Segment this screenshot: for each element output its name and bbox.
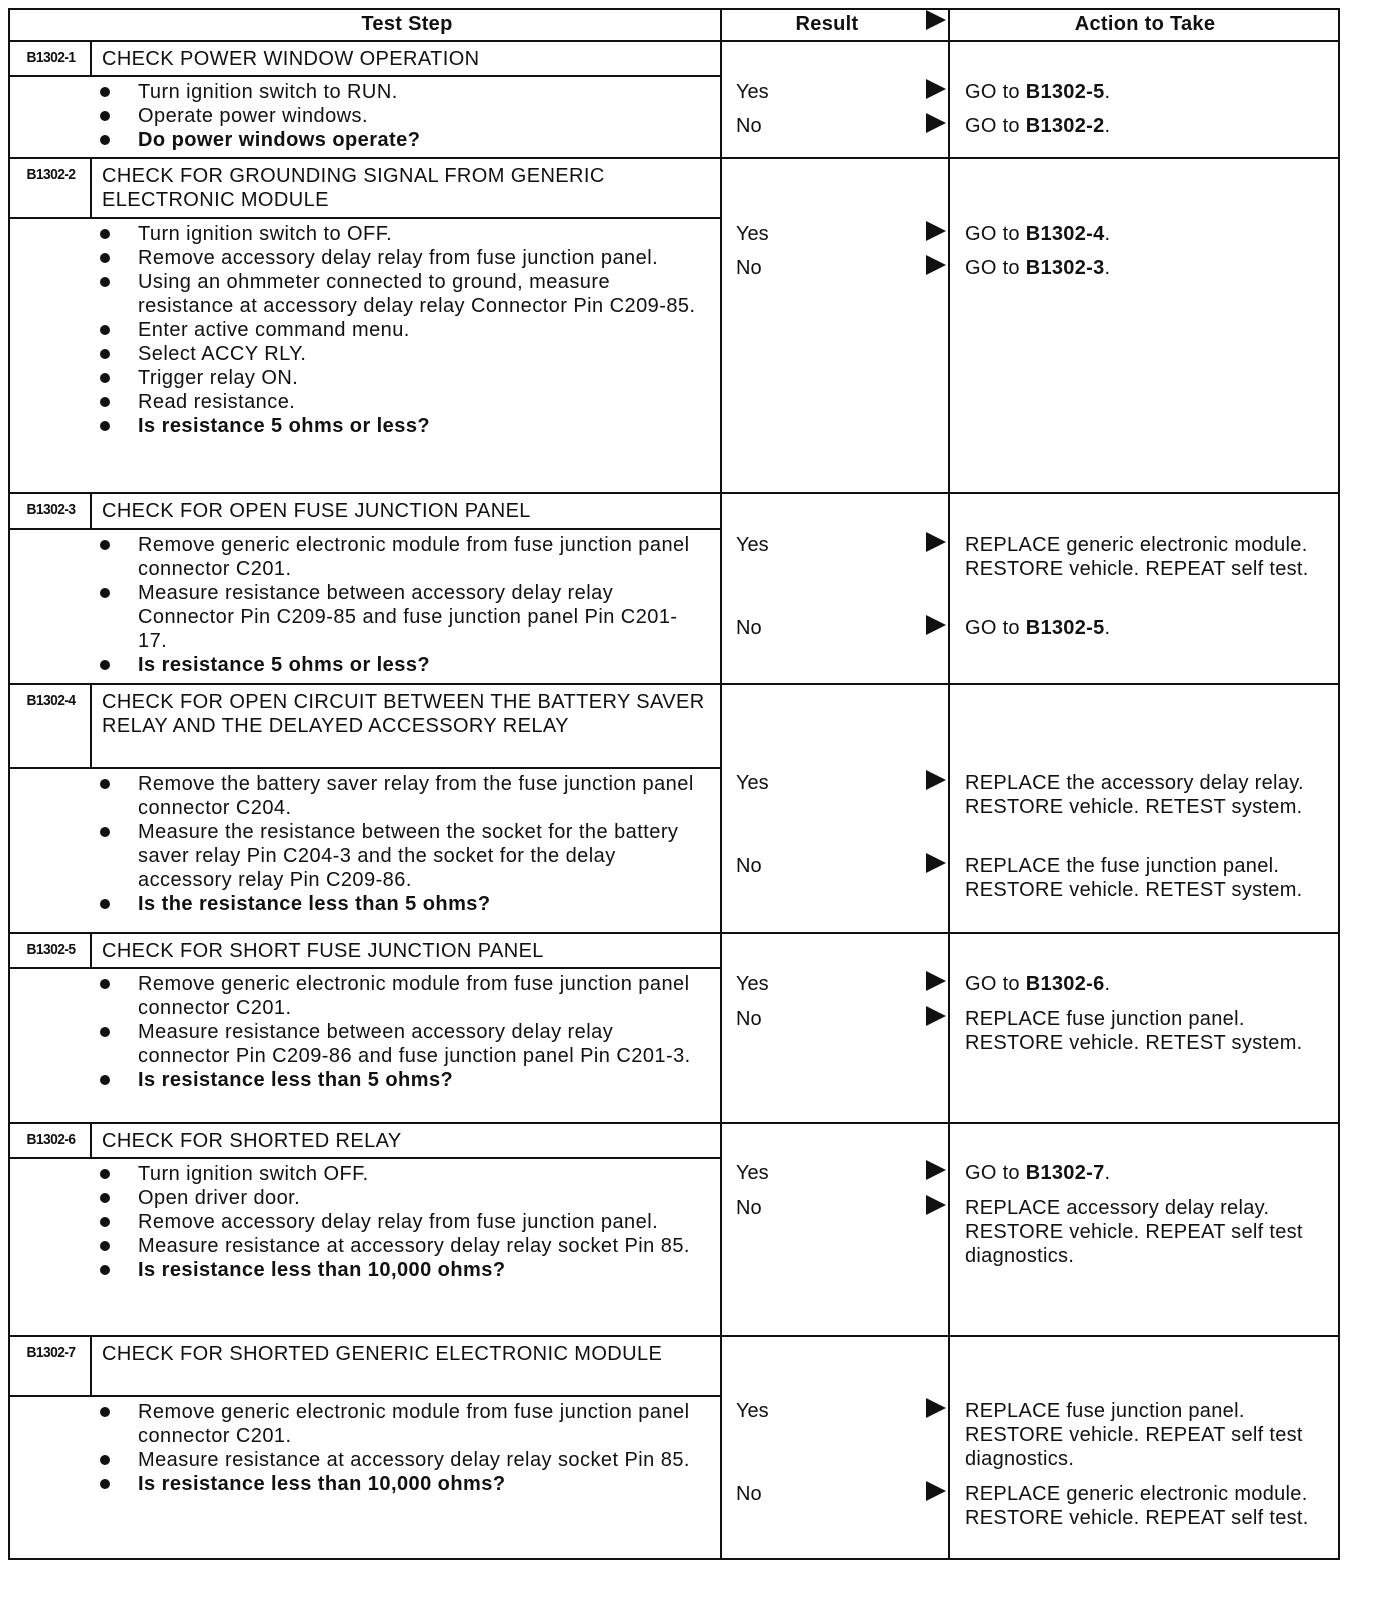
bullet-icon — [100, 421, 110, 431]
bullet-item — [100, 390, 700, 414]
bullet-text: Is resistance 5 ohms or less? — [138, 654, 431, 676]
bullet-text: Read resistance. — [138, 391, 296, 413]
step-id: B1302-4 — [26, 692, 76, 709]
action-text — [965, 1161, 1330, 1185]
step-bullets — [100, 772, 700, 916]
step-title-bottom-border — [8, 1157, 722, 1159]
bullet-icon — [100, 111, 110, 121]
header-test-step: Test Step — [361, 13, 453, 35]
bullet-icon — [100, 899, 110, 909]
action-text — [965, 533, 1330, 581]
bullet-text: Select ACCY RLY. — [138, 343, 307, 365]
bullet-icon — [100, 253, 110, 263]
arrow-right-icon — [926, 255, 946, 275]
step-title: CHECK FOR SHORT FUSE JUNCTION PANEL — [102, 939, 544, 962]
bullet-item — [100, 1472, 700, 1496]
action-part: REPLACE the accessory delay relay. RESTORE vehicle. RETEST system. — [965, 772, 1304, 818]
bullet-icon — [100, 1265, 110, 1275]
step-top-border — [8, 1335, 1340, 1337]
step-top-border — [8, 492, 1340, 494]
bullet-icon — [100, 325, 110, 335]
bullet-icon — [100, 1027, 110, 1037]
arrow-right-icon — [926, 113, 946, 133]
bullet-text: Measure resistance between accessory delay relay Connector Pin C209-85 and fuse junction panel Pin C201-17. — [138, 582, 678, 652]
bullet-icon — [100, 540, 110, 550]
action-text — [965, 616, 1330, 640]
bullet-icon — [100, 229, 110, 239]
action-text — [965, 256, 1330, 280]
step-id: B1302-1 — [26, 49, 76, 66]
bullet-item — [100, 1068, 700, 1092]
action-text — [965, 771, 1330, 819]
bullet-text: Turn ignition switch OFF. — [138, 1163, 369, 1185]
bullet-text: Is resistance less than 5 ohms? — [138, 1069, 454, 1091]
step-title-bottom-border — [8, 967, 722, 969]
bullet-icon — [100, 979, 110, 989]
bullet-icon — [100, 779, 110, 789]
bullet-icon — [100, 349, 110, 359]
step-reference: B1302-5 — [1025, 617, 1105, 639]
bullet-icon — [100, 277, 110, 287]
step-id: B1302-6 — [26, 1131, 76, 1148]
table-left-border — [8, 8, 10, 1560]
step-reference: B1302-2 — [1025, 115, 1105, 137]
bullet-item — [100, 1400, 700, 1448]
result-no: No — [736, 1197, 762, 1219]
step-bullets — [100, 1162, 700, 1282]
action-part: REPLACE the fuse junction panel. RESTORE vehicle. RETEST system. — [965, 855, 1303, 901]
bullet-icon — [100, 1241, 110, 1251]
table-right-border — [1338, 8, 1340, 1560]
action-part: REPLACE fuse junction panel. RESTORE vehicle. RETEST system. — [965, 1008, 1303, 1054]
step-bullets — [100, 1400, 700, 1496]
step-id-divider — [90, 1335, 92, 1395]
bullet-item — [100, 892, 700, 916]
bullet-item — [100, 972, 700, 1020]
bullet-item — [100, 1234, 700, 1258]
bullet-item — [100, 581, 700, 653]
bullet-text: Enter active command menu. — [138, 319, 410, 341]
bullet-item — [100, 414, 700, 438]
result-yes: Yes — [736, 1400, 769, 1422]
arrow-right-icon — [926, 1398, 946, 1418]
bullet-item — [100, 1258, 700, 1282]
bullet-text: Remove generic electronic module from fuse junction panel connector C201. — [138, 1401, 690, 1447]
header-action: Action to Take — [1074, 13, 1216, 35]
bullet-text: Is resistance 5 ohms or less? — [138, 415, 431, 437]
step-top-border — [8, 1122, 1340, 1124]
bullet-item — [100, 318, 700, 342]
arrow-right-icon — [926, 79, 946, 99]
bullet-icon — [100, 827, 110, 837]
bullet-item — [100, 342, 700, 366]
bullet-icon — [100, 1455, 110, 1465]
action-text — [965, 222, 1330, 246]
step-reference: B1302-4 — [1025, 223, 1105, 245]
bullet-text: Measure resistance between accessory delay relay connector Pin C209-86 and fuse junction panel Pin C201-3. — [138, 1021, 691, 1067]
step-top-border — [8, 683, 1340, 685]
action-part: GO to — [965, 115, 1026, 137]
result-no: No — [736, 257, 762, 279]
step-id: B1302-3 — [26, 501, 76, 518]
step-title: CHECK FOR OPEN CIRCUIT BETWEEN THE BATTERY SAVER RELAY AND THE DELAYED ACCESSORY RELAY — [102, 691, 705, 737]
step-reference: B1302-7 — [1025, 1162, 1105, 1184]
action-text — [965, 80, 1330, 104]
bullet-icon — [100, 1407, 110, 1417]
action-text — [965, 114, 1330, 138]
bullet-text: Remove generic electronic module from fuse junction panel connector C201. — [138, 973, 690, 1019]
bullet-text: Remove the battery saver relay from the fuse junction panel connector C204. — [138, 773, 694, 819]
action-part: GO to — [965, 1162, 1026, 1184]
bullet-text: Remove accessory delay relay from fuse junction panel. — [138, 1211, 659, 1233]
step-id: B1302-2 — [26, 166, 76, 183]
bullet-text: Open driver door. — [138, 1187, 301, 1209]
step-reference: B1302-5 — [1025, 81, 1105, 103]
action-part: . — [1104, 1162, 1111, 1184]
bullet-item — [100, 772, 700, 820]
action-part: . — [1104, 617, 1111, 639]
bullet-item — [100, 533, 700, 581]
bullet-icon — [100, 135, 110, 145]
step-title-bottom-border — [8, 528, 722, 530]
bullet-icon — [100, 87, 110, 97]
bullet-text: Turn ignition switch to RUN. — [138, 81, 398, 103]
bullet-item — [100, 1448, 700, 1472]
step-id: B1302-7 — [26, 1344, 76, 1361]
bullet-item — [100, 653, 700, 677]
action-part: REPLACE fuse junction panel. RESTORE vehicle. REPEAT self test diagnostics. — [965, 1400, 1303, 1470]
bullet-item — [100, 128, 700, 152]
action-part: . — [1104, 115, 1111, 137]
bullet-text: Measure resistance at accessory delay relay socket Pin 85. — [138, 1235, 690, 1257]
bullet-text: Remove accessory delay relay from fuse junction panel. — [138, 247, 659, 269]
step-top-border — [8, 932, 1340, 934]
action-part: REPLACE generic electronic module. RESTORE vehicle. REPEAT self test. — [965, 1483, 1309, 1529]
action-part: . — [1104, 973, 1111, 995]
bullet-text: Using an ohmmeter connected to ground, measure resistance at accessory delay relay Connector Pin C209-85. — [138, 271, 696, 317]
bullet-text: Measure resistance at accessory delay relay socket Pin 85. — [138, 1449, 690, 1471]
result-no: No — [736, 855, 762, 877]
result-no: No — [736, 1008, 762, 1030]
action-part: REPLACE generic electronic module. RESTORE vehicle. REPEAT self test. — [965, 534, 1309, 580]
step-title-bottom-border — [8, 75, 722, 77]
bullet-text: Is the resistance less than 5 ohms? — [138, 893, 491, 915]
step-id-divider — [90, 932, 92, 967]
table-bottom-border — [8, 1558, 1340, 1560]
step-reference: B1302-3 — [1025, 257, 1105, 279]
step-title: CHECK POWER WINDOW OPERATION — [102, 47, 480, 70]
bullet-icon — [100, 588, 110, 598]
bullet-text: Measure the resistance between the socket for the battery saver relay Pin C204-3 and the socket for the delay accessory relay Pin C209-86. — [138, 821, 679, 891]
step-title: CHECK FOR SHORTED RELAY — [102, 1129, 402, 1152]
result-column-left-border — [720, 8, 722, 1560]
action-text — [965, 1399, 1330, 1471]
action-text — [965, 854, 1330, 902]
bullet-icon — [100, 1193, 110, 1203]
bullet-item — [100, 246, 700, 270]
step-reference: B1302-6 — [1025, 973, 1105, 995]
bullet-text: Is resistance less than 10,000 ohms? — [138, 1473, 506, 1495]
action-part: GO to — [965, 973, 1026, 995]
bullet-icon — [100, 1217, 110, 1227]
result-yes: Yes — [736, 223, 769, 245]
bullet-item — [100, 1162, 700, 1186]
step-top-border — [8, 40, 1340, 42]
action-part: REPLACE accessory delay relay. RESTORE vehicle. REPEAT self test diagnostics. — [965, 1197, 1303, 1267]
bullet-item — [100, 820, 700, 892]
arrow-right-icon — [926, 770, 946, 790]
arrow-right-icon — [926, 1006, 946, 1026]
step-bullets — [100, 972, 700, 1092]
bullet-item — [100, 1020, 700, 1068]
bullet-text: Remove generic electronic module from fuse junction panel connector C201. — [138, 534, 690, 580]
step-title: CHECK FOR SHORTED GENERIC ELECTRONIC MODULE — [102, 1343, 663, 1365]
bullet-item — [100, 1186, 700, 1210]
step-id-divider — [90, 492, 92, 528]
action-part: GO to — [965, 257, 1026, 279]
bullet-item — [100, 104, 700, 128]
bullet-item — [100, 1210, 700, 1234]
arrow-right-icon — [926, 1481, 946, 1501]
result-yes: Yes — [736, 772, 769, 794]
header-arrow-icon — [926, 10, 946, 30]
result-yes: Yes — [736, 973, 769, 995]
bullet-item — [100, 270, 700, 318]
step-title-bottom-border — [8, 217, 722, 219]
step-title: CHECK FOR OPEN FUSE JUNCTION PANEL — [102, 500, 531, 522]
bullet-icon — [100, 1169, 110, 1179]
action-part: GO to — [965, 81, 1026, 103]
bullet-item — [100, 80, 700, 104]
step-title-bottom-border — [8, 1395, 722, 1397]
bullet-icon — [100, 373, 110, 383]
action-text — [965, 1196, 1330, 1268]
bullet-icon — [100, 660, 110, 670]
bullet-text: Operate power windows. — [138, 105, 369, 127]
step-bullets — [100, 533, 700, 677]
arrow-right-icon — [926, 615, 946, 635]
arrow-right-icon — [926, 971, 946, 991]
result-yes: Yes — [736, 81, 769, 103]
bullet-icon — [100, 1075, 110, 1085]
arrow-right-icon — [926, 1160, 946, 1180]
bullet-item — [100, 366, 700, 390]
arrow-right-icon — [926, 532, 946, 552]
step-id-divider — [90, 157, 92, 217]
result-no: No — [736, 617, 762, 639]
action-part: . — [1104, 81, 1111, 103]
bullet-icon — [100, 397, 110, 407]
bullet-text: Is resistance less than 10,000 ohms? — [138, 1259, 506, 1281]
step-title-bottom-border — [8, 767, 722, 769]
arrow-right-icon — [926, 853, 946, 873]
action-part: GO to — [965, 617, 1026, 639]
result-yes: Yes — [736, 1162, 769, 1184]
action-text — [965, 972, 1330, 996]
action-text — [965, 1482, 1330, 1530]
bullet-text: Trigger relay ON. — [138, 367, 299, 389]
bullet-text: Turn ignition switch to OFF. — [138, 223, 393, 245]
bullet-item — [100, 222, 700, 246]
step-bullets — [100, 80, 700, 152]
step-id-divider — [90, 1122, 92, 1157]
step-id-divider — [90, 40, 92, 75]
result-yes: Yes — [736, 534, 769, 556]
action-part: GO to — [965, 223, 1026, 245]
header-result: Result — [795, 13, 859, 35]
result-no: No — [736, 1483, 762, 1505]
action-part: . — [1104, 257, 1111, 279]
step-title: CHECK FOR GROUNDING SIGNAL FROM GENERIC ELECTRONIC MODULE — [102, 165, 605, 211]
action-column-left-border — [948, 8, 950, 1560]
arrow-right-icon — [926, 221, 946, 241]
table-top-border — [8, 8, 1340, 10]
step-id-divider — [90, 683, 92, 767]
result-no: No — [736, 115, 762, 137]
step-id: B1302-5 — [26, 941, 76, 958]
action-part: . — [1104, 223, 1111, 245]
bullet-icon — [100, 1479, 110, 1489]
arrow-right-icon — [926, 1195, 946, 1215]
step-top-border — [8, 157, 1340, 159]
bullet-text: Do power windows operate? — [138, 129, 421, 151]
step-bullets — [100, 222, 700, 438]
action-text — [965, 1007, 1330, 1055]
